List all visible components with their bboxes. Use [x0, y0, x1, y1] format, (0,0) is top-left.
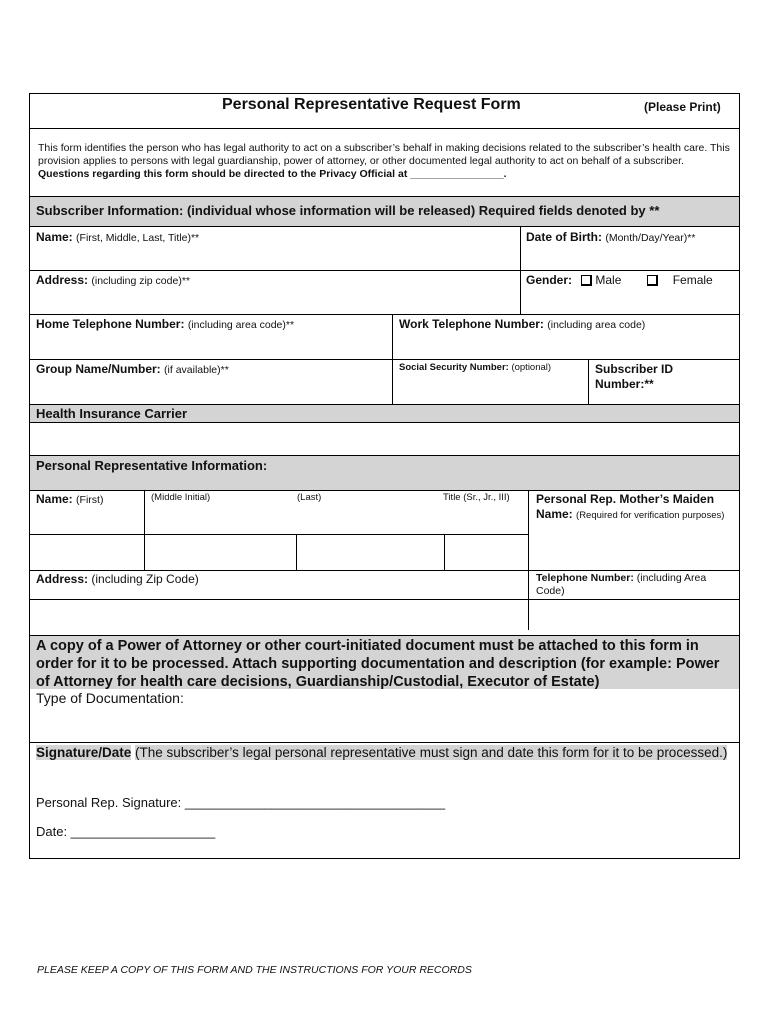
rep-middle-initial-field[interactable]: (Middle Initial)	[151, 492, 211, 503]
rep-last-name-field[interactable]: (Last)	[297, 492, 322, 503]
work-phone-field[interactable]	[399, 317, 645, 331]
carrier-section-header	[30, 404, 739, 422]
rep-address-hint: (including Zip Code)	[91, 572, 199, 586]
rep-maiden-name-field[interactable]	[536, 492, 734, 523]
divider	[30, 490, 739, 491]
representative-section-header	[30, 455, 739, 490]
signature-line: : ____________________________________	[177, 795, 446, 810]
intro-text: This form identifies the person who has legal authority to act on a subscriber’s behalf in making decisions related to the subscriber’s health care. This provision applies to persons with legal guardianship, power of attorney, or other documented legal authority to act on behalf of a subscriber.	[38, 142, 730, 167]
home-phone-label: Home Telephone Number:	[36, 317, 185, 331]
subscriber-address-hint: (including zip code)**	[91, 275, 190, 287]
divider	[30, 599, 739, 600]
carrier-input[interactable]	[30, 423, 739, 455]
work-phone-hint: (including area code)	[547, 319, 646, 331]
group-number-hint: (if available)**	[164, 364, 229, 376]
subscriber-id-field[interactable]	[595, 362, 715, 392]
rep-maiden-hint: (Required for verification purposes)	[576, 510, 725, 521]
rep-first-name-field[interactable]	[36, 492, 103, 506]
carrier-section-title: Health Insurance Carrier	[36, 406, 188, 421]
subscriber-id-label: Subscriber ID Number:**	[595, 362, 674, 391]
request-form	[29, 93, 740, 859]
home-phone-hint: (including area code)**	[187, 319, 295, 331]
ssn-hint: (optional)	[511, 362, 552, 373]
divider	[30, 359, 739, 360]
group-number-field[interactable]	[36, 362, 229, 376]
gender-female-label: Female	[672, 273, 713, 287]
gender-male-checkbox[interactable]	[581, 275, 592, 286]
subscriber-name-label: Name:	[36, 230, 73, 244]
divider	[528, 490, 529, 630]
rep-maiden-label: Personal Rep. Mother’s Maiden Name:	[536, 492, 715, 521]
subscriber-dob-hint: (Month/Day/Year)**	[605, 232, 696, 244]
divider	[444, 534, 445, 570]
subscriber-dob-label: Date of Birth:	[526, 230, 602, 244]
rep-address-label: Address:	[36, 572, 89, 586]
signature-field[interactable]	[36, 795, 445, 810]
rep-phone-label: Telephone Number:	[536, 572, 634, 584]
documentation-notice-box	[30, 635, 739, 689]
divider	[30, 742, 739, 743]
subscriber-dob-field[interactable]	[526, 230, 695, 244]
subscriber-name-hint: (First, Middle, Last, Title)**	[76, 232, 200, 244]
subscriber-section-title: Subscriber Information: (individual whose information will be released) Required fields denoted by **	[36, 203, 660, 218]
home-phone-field[interactable]	[36, 317, 294, 331]
date-field[interactable]: Date: ____________________	[36, 824, 216, 839]
divider	[144, 490, 145, 570]
divider	[30, 270, 739, 271]
representative-section-title: Personal Representative Information:	[36, 458, 268, 473]
signature-heading: Signature/Date	[36, 745, 132, 760]
work-phone-label: Work Telephone Number:	[399, 317, 544, 331]
gender-female-checkbox[interactable]	[647, 275, 658, 286]
subscriber-section-header	[30, 196, 739, 226]
footer-note: PLEASE KEEP A COPY OF THIS FORM AND THE INSTRUCTIONS FOR YOUR RECORDS	[37, 964, 472, 976]
signature-label: Personal Rep. Signature	[36, 795, 178, 810]
rep-title-field[interactable]: Title (Sr., Jr., III)	[443, 492, 510, 503]
group-number-label: Group Name/Number:	[36, 362, 161, 376]
rep-first-hint: (First)	[76, 494, 104, 506]
intro-paragraph	[38, 142, 738, 181]
subscriber-address-label: Address:	[36, 273, 89, 287]
ssn-label: Social Security Number:	[399, 362, 509, 373]
gender-male-label: Male	[595, 273, 622, 287]
divider	[30, 128, 739, 129]
rep-address-field[interactable]	[36, 572, 199, 586]
subscriber-address-field[interactable]	[36, 273, 190, 287]
divider	[30, 226, 739, 227]
ssn-field[interactable]	[399, 362, 551, 373]
subscriber-name-field[interactable]	[36, 230, 199, 244]
rep-phone-field[interactable]	[536, 572, 734, 598]
please-print-note: (Please Print)	[644, 100, 721, 114]
rep-phone-hint: (including Area Code)	[536, 572, 707, 597]
intro-bold-text: Questions regarding this form should be directed to the Privacy Official at ________________.	[38, 168, 507, 180]
divider	[30, 314, 739, 315]
divider	[588, 359, 589, 404]
signature-note: (The subscriber’s legal personal representative must sign and date this form for it to be processed.)	[135, 745, 728, 760]
signature-heading-block	[36, 744, 736, 762]
divider	[296, 534, 297, 570]
documentation-notice: A copy of a Power of Attorney or other court-initiated document must be attached to this form in order for it to be processed. Attach supporting documentation and description (for example: Power of Attorney for health care decisions, Guardianship/Custodial, Executor of Estate)	[36, 638, 720, 690]
subscriber-gender-label: Gender:	[526, 273, 573, 287]
rep-name-label: Name:	[36, 492, 73, 506]
documentation-type-label[interactable]: Type of Documentation:	[36, 690, 184, 706]
form-title: Personal Representative Request Form	[222, 96, 521, 113]
divider	[30, 534, 528, 535]
subscriber-gender-field	[526, 273, 713, 287]
divider	[30, 570, 739, 571]
